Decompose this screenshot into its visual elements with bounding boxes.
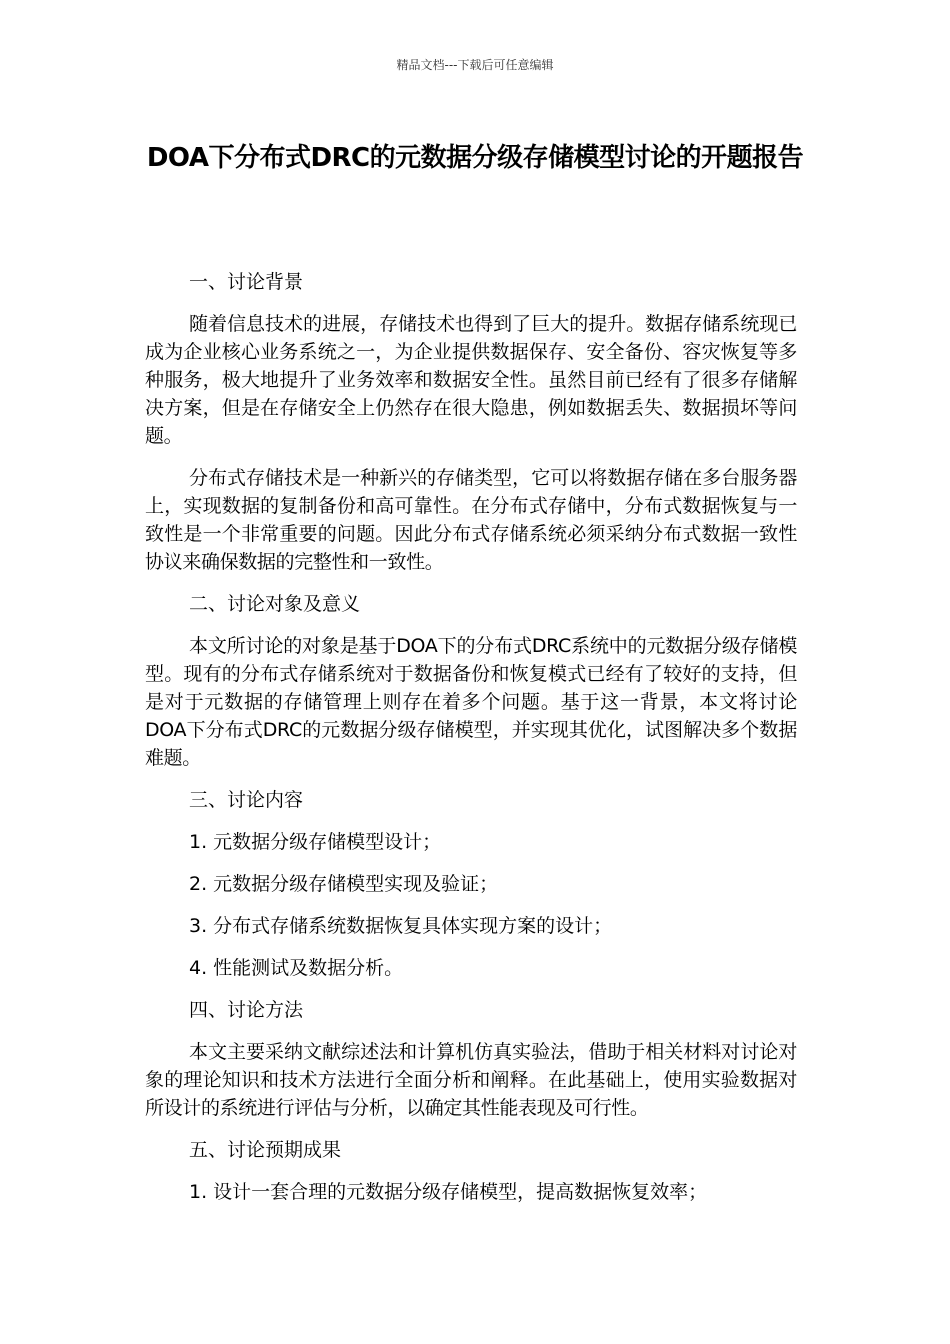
results-list-item-1: 1. 设计一套合理的元数据分级存储模型，提高数据恢复效率；	[189, 1181, 708, 1203]
document-title: DOA下分布式DRC的元数据分级存储模型讨论的开题报告	[146, 143, 804, 173]
background-paragraph-2: 分布式存储技术是一种新兴的存储类型，它可以将数据存储在多台服务器上，实现数据的复制备份和高可靠性。在分布式存储中，分布式数据恢复与一致性是一个非常重要的问题。因此分布式存储系统必须采纳分布式数据一致性协议来确保数据的完整性和一致性。	[145, 467, 797, 573]
section-heading-results: 五、讨论预期成果	[189, 1139, 342, 1161]
document-body	[145, 268, 797, 1220]
content-list-item-2: 2. 元数据分级存储模型实现及验证；	[189, 873, 499, 895]
section-heading-object: 二、讨论对象及意义	[189, 593, 361, 615]
content-list-item-1: 1. 元数据分级存储模型设计；	[189, 831, 442, 853]
section-heading-background: 一、讨论背景	[189, 271, 304, 293]
page-header: 精品文档---下载后可任意编辑	[396, 58, 554, 72]
content-list-item-3: 3. 分布式存储系统数据恢复具体实现方案的设计；	[189, 915, 613, 937]
method-paragraph-1: 本文主要采纳文献综述法和计算机仿真实验法，借助于相关材料对讨论对象的理论知识和技术方法进行全面分析和阐释。在此基础上，使用实验数据对所设计的系统进行评估与分析，以确定其性能表现及可行性。	[145, 1041, 797, 1119]
object-paragraph-1: 本文所讨论的对象是基于DOA下的分布式DRC系统中的元数据分级存储模型。现有的分布式存储系统对于数据备份和恢复模式已经有了较好的支持，但是对于元数据的存储管理上则存在着多个问题。基于这一背景，本文将讨论DOA下分布式DRC的元数据分级存储模型，并实现其优化，试图解决多个数据难题。	[145, 635, 797, 769]
background-paragraph-1: 随着信息技术的进展，存储技术也得到了巨大的提升。数据存储系统现已成为企业核心业务系统之一，为企业提供数据保存、安全备份、容灾恢复等多种服务，极大地提升了业务效率和数据安全性。虽然目前已经有了很多存储解决方案，但是在存储安全上仍然存在很大隐患，例如数据丢失、数据损坏等问题。	[145, 313, 797, 447]
section-heading-method: 四、讨论方法	[189, 999, 304, 1021]
content-list-item-4: 4. 性能测试及数据分析。	[189, 957, 404, 979]
section-heading-content: 三、讨论内容	[189, 789, 304, 811]
